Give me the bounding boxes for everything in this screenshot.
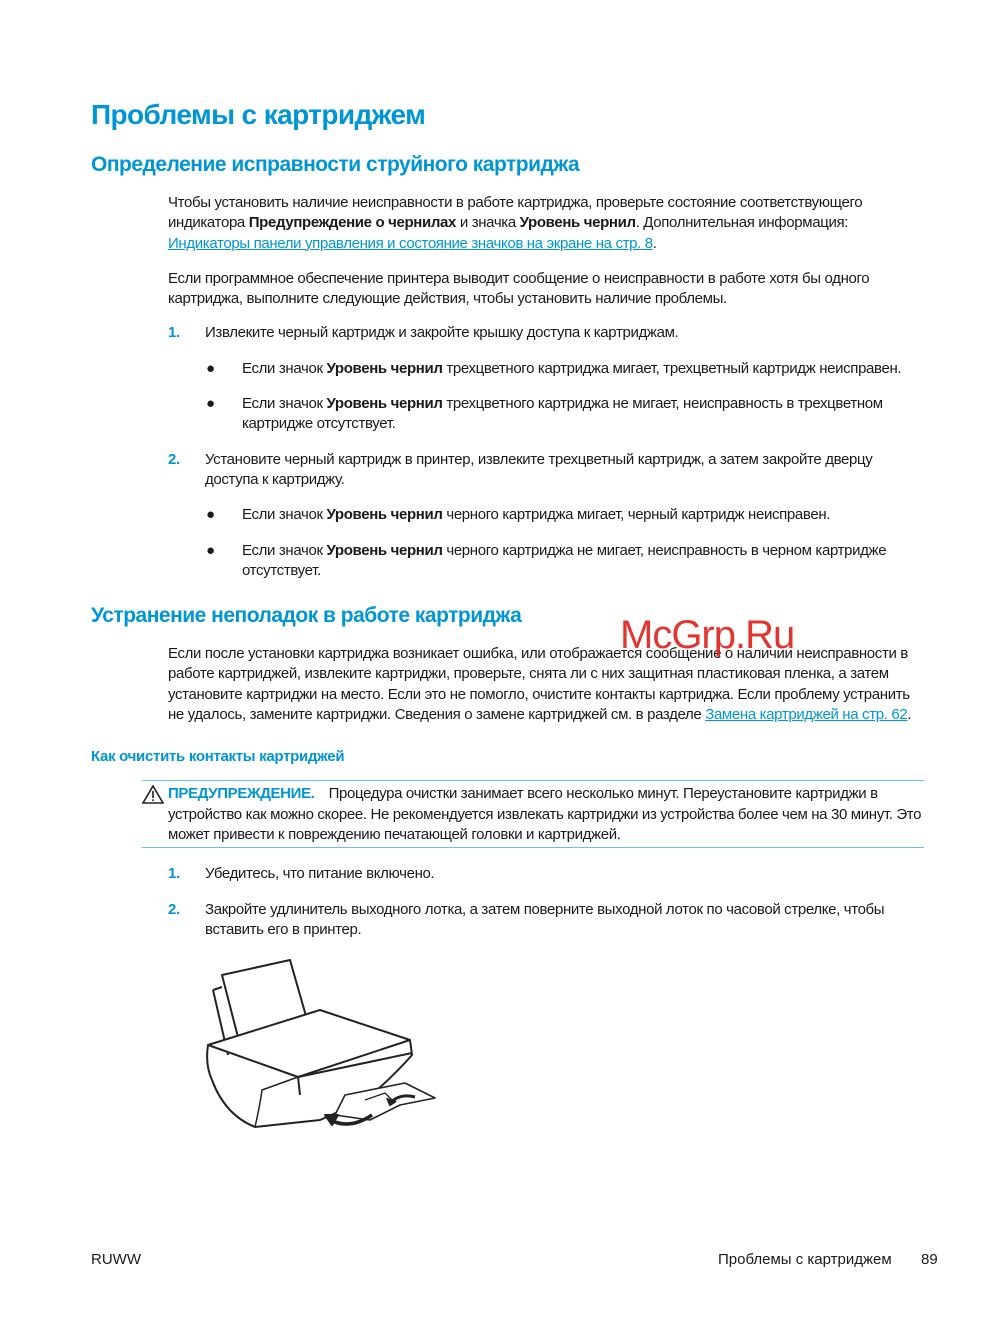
- bullet-icon: ●: [206, 541, 215, 559]
- step-text: Установите черный картридж в принтер, извлеките трехцветный картридж, а затем закройте дверцу доступа к картриджу.: [205, 450, 873, 488]
- warning-text: Процедура очистки занимает всего несколько минут. Переустановите картриджи в устройство как можно скорее. Не рекомендуется извлекать картриджи из устройства более чем на 30 минут. Это может привести к повреждению печатающей головки и картриджей.: [168, 785, 922, 843]
- page-number: 89: [921, 1251, 938, 1268]
- warning-icon: [142, 785, 164, 804]
- footer-section: Проблемы с картриджем: [718, 1251, 892, 1268]
- step-number: 1.: [168, 865, 180, 883]
- link-replace-cartridges[interactable]: Замена картриджей на стр. 62: [705, 706, 908, 724]
- step-text: Извлеките черный картридж и закройте крышку доступа к картриджам.: [205, 324, 679, 342]
- bullet-item: [205, 394, 928, 435]
- step-number: 2.: [168, 450, 180, 468]
- step-number: 2.: [168, 900, 180, 918]
- footer-left: RUWW: [91, 1251, 141, 1268]
- bullet-icon: ●: [206, 359, 215, 377]
- paragraph-software-message: Если программное обеспечение принтера выводит сообщение о неисправности в работе хотя бы одного картриджа, выполните следующие действия, чтобы установить наличие проблемы.: [168, 269, 870, 308]
- bullet-text: Если значок Уровень чернил трехцветного картриджа не мигает, неисправность в трехцветном картридже отсутствует.: [242, 395, 883, 433]
- step-text: Убедитесь, что питание включено.: [205, 865, 435, 883]
- printer-illustration: [200, 955, 445, 1135]
- link-control-panel-lights[interactable]: Индикаторы панели управления и состояние значков на экране на стр. 8: [168, 234, 653, 252]
- paragraph-troubleshoot: Если после установки картриджа возникает ошибка, или отображается сообщение о наличии неисправности в работе картриджей, извлеките картриджи, проверьте, снята ли с них защитная пластиковая пленка, а затем установите картриджи на место. Если это не помогло, очистите контакты картриджа. Если проблему устранить не удалось, замените картриджи. Сведения о замене картриджей см. в разделе Замена картриджей на стр. 62.: [168, 645, 912, 724]
- section-heading-cartridge-check: Определение исправности струйного картриджа: [91, 153, 580, 176]
- bullet-item: [205, 505, 928, 525]
- text: и значка: [456, 214, 520, 232]
- watermark: McGrp.Ru: [620, 613, 795, 657]
- paragraph-intro: [168, 193, 928, 254]
- section-heading-troubleshoot: Устранение неполадок в работе картриджа: [91, 604, 522, 628]
- step: [168, 450, 928, 491]
- warning-label: ПРЕДУПРЕЖДЕНИЕ.: [168, 785, 315, 803]
- step: [168, 864, 928, 884]
- bullet-text: Если значок Уровень чернил трехцветного картриджа мигает, трехцветный картридж неисправен.: [242, 359, 902, 377]
- page-title: Проблемы с картриджем: [91, 99, 426, 130]
- step-text: Закройте удлинитель выходного лотка, а затем поверните выходной лоток по часовой стрелке, чтобы вставить его в принтер.: [205, 900, 885, 938]
- bold-term: Предупреждение о чернилах: [248, 214, 457, 232]
- warning-box: [142, 780, 924, 848]
- bullet-icon: ●: [206, 395, 215, 413]
- text: .: [652, 234, 657, 252]
- step: [168, 900, 928, 941]
- subheading-clean-contacts: Как очистить контакты картриджей: [91, 748, 345, 766]
- bullet-text: Если значок Уровень чернил черного картриджа не мигает, неисправность в черном картридже отсутствует.: [242, 541, 887, 579]
- text: Чтобы установить наличие неисправности в работе картриджа, проверьте состояние соответствующего индикатора: [168, 194, 863, 232]
- step-number: 1.: [168, 324, 180, 342]
- step: [168, 323, 928, 343]
- bold-term: Уровень чернил: [519, 214, 636, 232]
- bullet-text: Если значок Уровень чернил черного картриджа мигает, черный картридж неисправен.: [242, 506, 831, 524]
- bullet-item: [205, 541, 928, 582]
- bullet-icon: ●: [206, 506, 215, 524]
- text: . Дополнительная информация:: [635, 214, 849, 232]
- bullet-item: [205, 359, 928, 379]
